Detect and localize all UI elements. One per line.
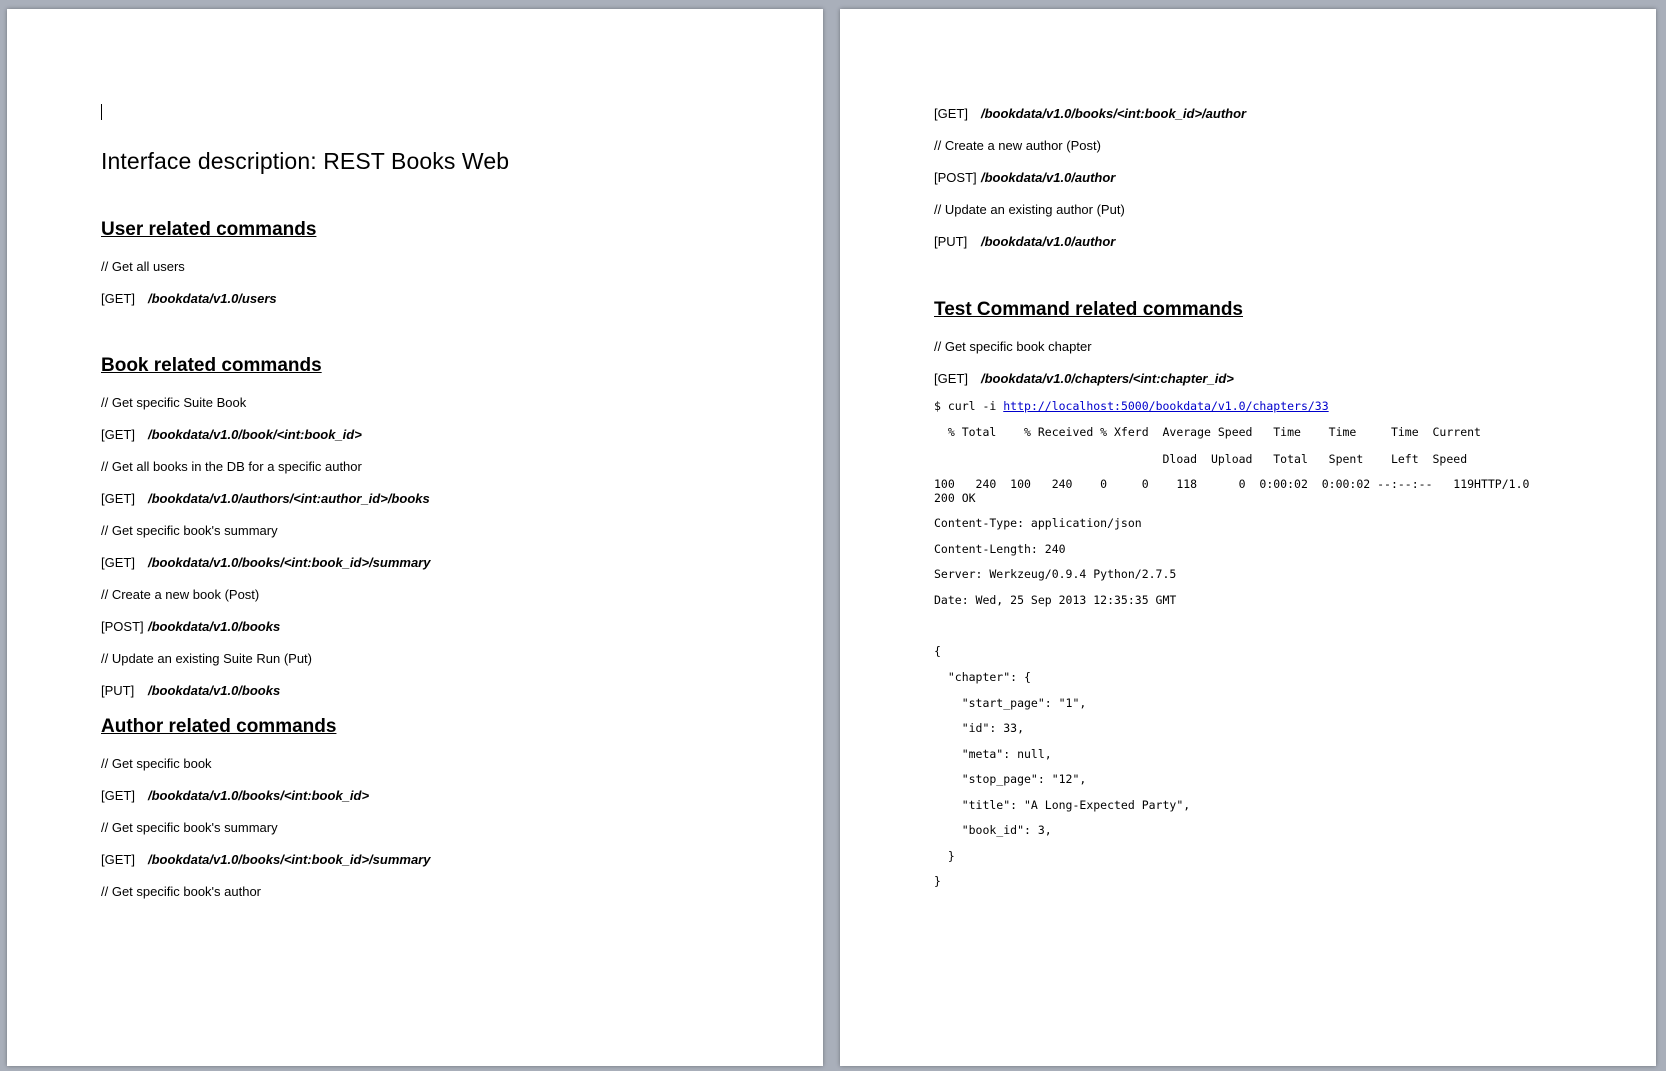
endpoint-path: /bookdata/v1.0/books/<int:book_id> xyxy=(148,788,370,803)
http-method: [GET] xyxy=(101,788,135,803)
document-page-right xyxy=(840,9,1656,1066)
json-line: "id": 33, xyxy=(934,721,1025,735)
json-line: } xyxy=(934,849,955,863)
endpoint-get-author-books xyxy=(101,491,430,506)
http-method: [GET] xyxy=(934,371,968,386)
endpoint-path: /bookdata/v1.0/chapters/<int:chapter_id> xyxy=(981,371,1234,386)
comment-get-specific-book: // Get specific book xyxy=(101,756,212,771)
endpoint-path: /bookdata/v1.0/books/<int:book_id>/summary xyxy=(148,555,431,570)
comment-create-book: // Create a new book (Post) xyxy=(101,587,260,602)
curl-url-link[interactable]: http://localhost:5000/bookdata/v1.0/chapters/33 xyxy=(1003,399,1329,413)
http-method: [GET] xyxy=(101,555,135,570)
endpoint-path: /bookdata/v1.0/books xyxy=(148,619,281,634)
http-method: [GET] xyxy=(101,491,135,506)
comment-get-suite-book: // Get specific Suite Book xyxy=(101,395,247,410)
endpoint-path: /bookdata/v1.0/books/<int:book_id>/author xyxy=(981,106,1247,121)
progress-wrap: 200 OK xyxy=(934,491,976,505)
text-cursor xyxy=(101,104,102,120)
endpoint-path: /bookdata/v1.0/book/<int:book_id> xyxy=(148,427,362,442)
http-method: [POST] xyxy=(934,170,977,185)
endpoint-get-book-summary-2 xyxy=(101,852,430,867)
http-method: [GET] xyxy=(934,106,968,121)
endpoint-get-book xyxy=(101,427,362,442)
heading-test-commands: Test Command related commands xyxy=(934,299,1244,320)
endpoint-post-books xyxy=(101,619,280,634)
progress-header-2: Dload Upload Total Spent Left Speed xyxy=(934,452,1468,466)
endpoint-put-books xyxy=(101,683,280,698)
comment-update-author: // Update an existing author (Put) xyxy=(934,202,1125,217)
http-method: [GET] xyxy=(101,427,135,442)
json-line: "book_id": 3, xyxy=(934,823,1052,837)
json-line: { xyxy=(934,644,941,658)
endpoint-post-author xyxy=(934,170,1115,185)
progress-header-1: % Total % Received % Xferd Average Speed Time Time Time Current xyxy=(934,425,1481,439)
json-line: "chapter": { xyxy=(934,670,1031,684)
endpoint-path: /bookdata/v1.0/users xyxy=(148,291,277,306)
response-header-date: Date: Wed, 25 Sep 2013 12:35:35 GMT xyxy=(934,593,1177,607)
heading-book-commands: Book related commands xyxy=(101,355,322,376)
json-line: "meta": null, xyxy=(934,747,1052,761)
heading-user-commands: User related commands xyxy=(101,219,317,240)
response-header-content-length: Content-Length: 240 xyxy=(934,542,1066,556)
response-header-content-type: Content-Type: application/json xyxy=(934,516,1142,530)
response-header-server: Server: Werkzeug/0.9.4 Python/2.7.5 xyxy=(934,567,1177,581)
http-method: [GET] xyxy=(101,291,135,306)
endpoint-path: /bookdata/v1.0/books/<int:book_id>/summary xyxy=(148,852,431,867)
endpoint-path: /bookdata/v1.0/author xyxy=(981,234,1116,249)
comment-get-book-summary-2: // Get specific book's summary xyxy=(101,820,278,835)
endpoint-get-users xyxy=(101,291,277,306)
comment-get-chapter: // Get specific book chapter xyxy=(934,339,1092,354)
heading-author-commands: Author related commands xyxy=(101,716,337,737)
curl-command xyxy=(934,399,1329,413)
endpoint-get-book-author xyxy=(934,106,1246,121)
http-method: [PUT] xyxy=(934,234,968,249)
http-method: [GET] xyxy=(101,852,135,867)
comment-create-author: // Create a new author (Post) xyxy=(934,138,1101,153)
json-line: "start_page": "1", xyxy=(934,696,1087,710)
http-method: [POST] xyxy=(101,619,144,634)
comment-get-books-by-author: // Get all books in the DB for a specific author xyxy=(101,459,362,474)
endpoint-path: /bookdata/v1.0/author xyxy=(981,170,1116,185)
http-method: [PUT] xyxy=(101,683,135,698)
endpoint-get-book-summary xyxy=(101,555,430,570)
endpoint-put-author xyxy=(934,234,1115,249)
document-title: Interface description: REST Books Web xyxy=(101,148,510,174)
endpoint-get-chapter xyxy=(934,371,1234,386)
document-page-left xyxy=(7,9,823,1066)
endpoint-path: /bookdata/v1.0/books xyxy=(148,683,281,698)
comment-get-book-author: // Get specific book's author xyxy=(101,884,262,899)
endpoint-get-book-by-id xyxy=(101,788,369,803)
json-line: } xyxy=(934,874,941,888)
json-line: "stop_page": "12", xyxy=(934,772,1087,786)
endpoint-path: /bookdata/v1.0/authors/<int:author_id>/books xyxy=(148,491,430,506)
json-line: "title": "A Long-Expected Party", xyxy=(934,798,1191,812)
curl-prefix: $ curl -i xyxy=(934,399,1004,413)
comment-get-book-summary: // Get specific book's summary xyxy=(101,523,278,538)
comment-get-all-users: // Get all users xyxy=(101,259,185,274)
comment-update-suite-run: // Update an existing Suite Run (Put) xyxy=(101,651,313,666)
progress-values: 100 240 100 240 0 0 118 0 0:00:02 0:00:02 --:--:-- 119HTTP/1.0 xyxy=(934,477,1530,491)
